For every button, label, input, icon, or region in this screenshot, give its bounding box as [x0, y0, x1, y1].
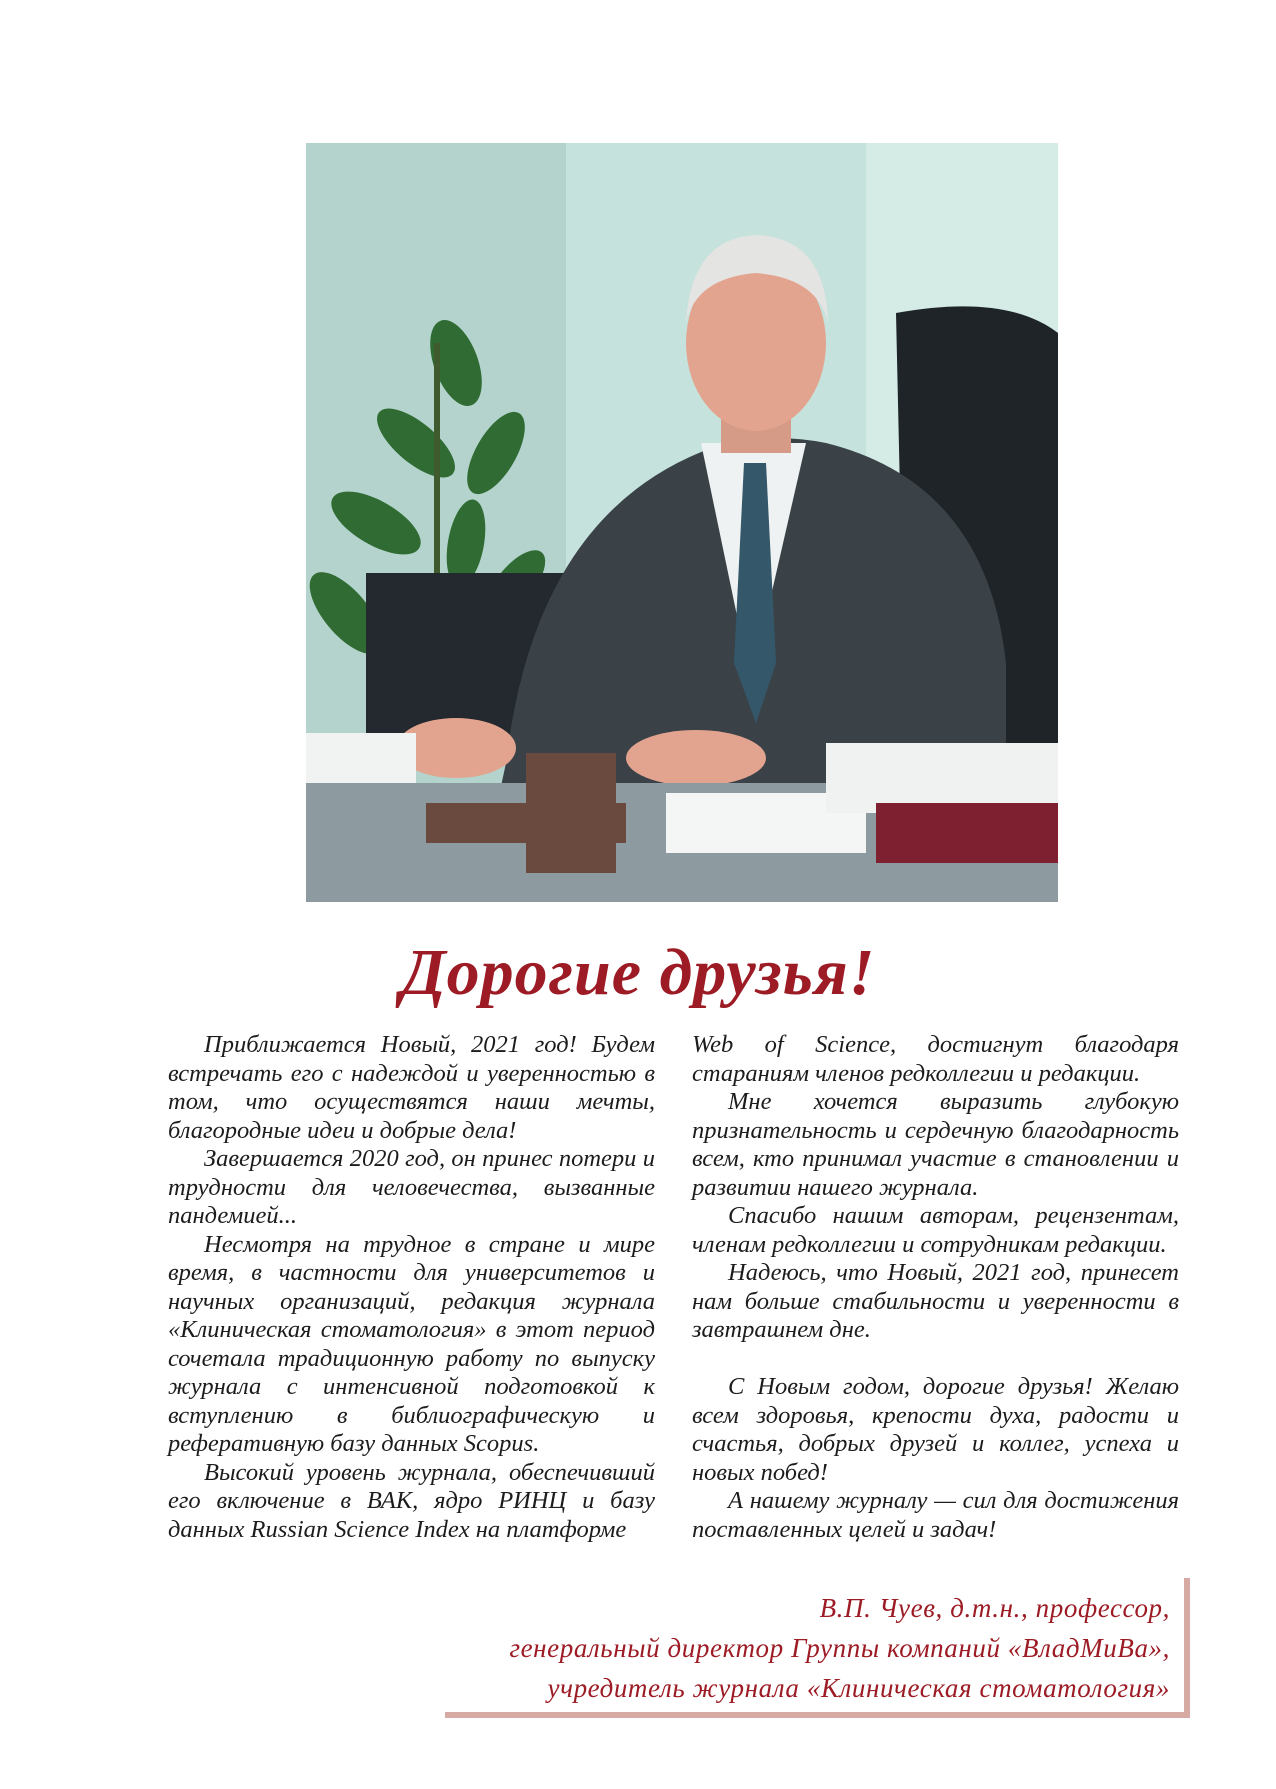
- letter-left-column: [168, 1031, 655, 1544]
- letter-paragraph: Web of Science, достигнут благодаря стараниям членов редколлегии и редакции.: [692, 1031, 1179, 1087]
- signature-text: [509, 1588, 1170, 1708]
- letter-paragraph: Мне хочется выразить глубокую признательность и сердечную благодарность всем, кто принимал участие в становлении и развитии нашего журнала.: [692, 1088, 1179, 1201]
- letter-paragraph: Высокий уровень журнала, обеспечивший его включение в ВАК, ядро РИНЦ и базу данных Russian Science Index на платформе: [168, 1458, 655, 1543]
- signature-name: В.П. Чуев, д.т.н., профессор,: [819, 1593, 1170, 1623]
- letter-paragraph: Надеюсь, что Новый, 2021 год, принесет нам больше стабильности и уверенности в завтрашнем дне.: [692, 1259, 1179, 1343]
- letter-paragraph: А нашему журналу — сил для достижения поставленных целей и задач!: [692, 1487, 1179, 1543]
- signature-role: учредитель журнала «Клиническая стоматология»: [547, 1673, 1170, 1703]
- letter-paragraph: С Новым годом, дорогие друзья! Желаю всем здоровья, крепости духа, радости и счастья, добрых друзей и коллег, успеха и новых побед!: [692, 1373, 1179, 1486]
- letter-paragraph: Спасибо нашим авторам, рецензентам, членам редколлегии и сотрудникам редакции.: [692, 1202, 1179, 1258]
- letter-paragraph: Приближается Новый, 2021 год! Будем встречать его с надеждой и уверенностью в том, что осуществятся наши мечты, благородные идеи и добрые дела!: [168, 1031, 655, 1144]
- signature-block: [445, 1578, 1190, 1718]
- letter-right-column: [692, 1031, 1179, 1544]
- page-title: Дорогие друзья!: [400, 936, 876, 1009]
- signature-position: генеральный директор Группы компаний «ВладМиВа»,: [509, 1633, 1170, 1663]
- letter-paragraph: Несмотря на трудное в стране и мире время, в частности для университетов и научных организаций, редакция журнала «Клиническая стоматология» в этот период сочетала традиционную работу по выпуску журнала с интенсивной подготовкой к вступлению в библиографическую и реферативную базу данных Scopus.: [168, 1230, 655, 1457]
- portrait-illustration: [306, 143, 1058, 902]
- portrait-photo: [306, 143, 1058, 902]
- letter-paragraph: Завершается 2020 год, он принес потери и трудности для человечества, вызванные пандемией...: [168, 1145, 655, 1229]
